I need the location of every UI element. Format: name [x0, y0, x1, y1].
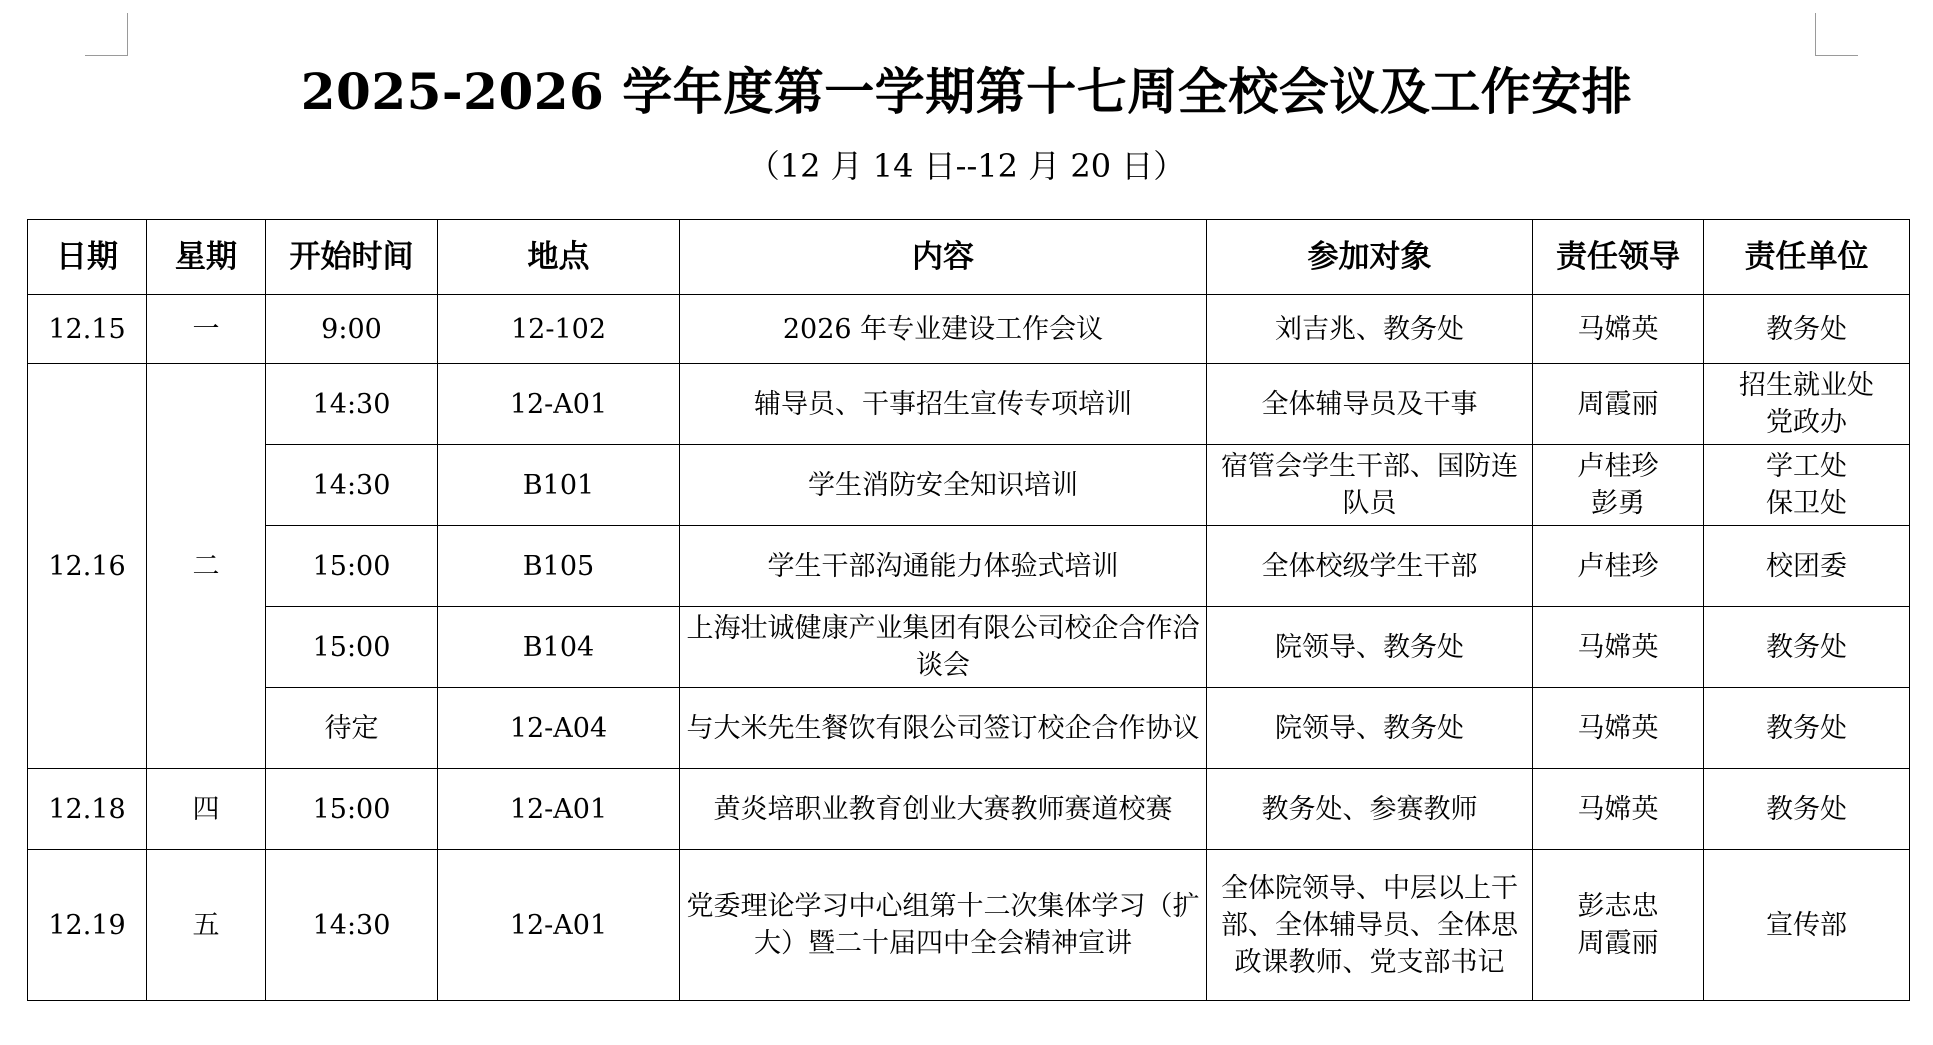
location-cell: B101	[438, 445, 680, 526]
weekday-cell: 二	[147, 364, 266, 769]
unit-cell: 学工处 保卫处	[1704, 445, 1910, 526]
date-cell: 12.19	[28, 850, 147, 1001]
time-cell: 15:00	[266, 769, 438, 850]
content-cell: 学生干部沟通能力体验式培训	[680, 526, 1207, 607]
unit-cell: 教务处	[1704, 607, 1910, 688]
unit-cell: 招生就业处 党政办	[1704, 364, 1910, 445]
table-row	[28, 445, 1910, 526]
leader-cell: 马嫦英	[1533, 688, 1704, 769]
document-date-range: （12 月 14 日--12 月 20 日）	[747, 147, 1186, 185]
date-cell: 12.16	[28, 364, 147, 769]
location-cell: 12-A01	[438, 850, 680, 1001]
weekday-cell: 五	[147, 850, 266, 1001]
time-cell: 14:30	[266, 850, 438, 1001]
location-cell: B104	[438, 607, 680, 688]
content-cell: 与大米先生餐饮有限公司签订校企合作协议	[680, 688, 1207, 769]
unit-cell: 教务处	[1704, 769, 1910, 850]
unit-cell: 教务处	[1704, 688, 1910, 769]
content-cell: 辅导员、干事招生宣传专项培训	[680, 364, 1207, 445]
table-row	[28, 850, 1910, 1001]
leader-cell: 彭志忠 周霞丽	[1533, 850, 1704, 1001]
header-unit: 责任单位	[1704, 220, 1910, 295]
table-row	[28, 364, 1910, 445]
leader-cell: 卢桂珍 彭勇	[1533, 445, 1704, 526]
content-cell: 上海壮诚健康产业集团有限公司校企合作洽谈会	[680, 607, 1207, 688]
time-cell: 15:00	[266, 526, 438, 607]
location-cell: 12-A01	[438, 769, 680, 850]
header-location: 地点	[438, 220, 680, 295]
header-content: 内容	[680, 220, 1207, 295]
unit-cell: 校团委	[1704, 526, 1910, 607]
attendees-cell: 教务处、参赛教师	[1207, 769, 1533, 850]
content-cell: 黄炎培职业教育创业大赛教师赛道校赛	[680, 769, 1207, 850]
attendees-cell: 院领导、教务处	[1207, 688, 1533, 769]
schedule-table	[27, 219, 1910, 1001]
attendees-cell: 全体辅导员及干事	[1207, 364, 1533, 445]
time-cell: 14:30	[266, 445, 438, 526]
attendees-cell: 刘吉兆、教务处	[1207, 295, 1533, 364]
leader-cell: 马嫦英	[1533, 607, 1704, 688]
page-corner-mark-top-left	[85, 13, 128, 56]
location-cell: 12-102	[438, 295, 680, 364]
table-row	[28, 607, 1910, 688]
document-title: 2025-2026 学年度第一学期第十七周全校会议及工作安排	[300, 62, 1633, 121]
table-row	[28, 526, 1910, 607]
leader-cell: 周霞丽	[1533, 364, 1704, 445]
weekday-cell: 四	[147, 769, 266, 850]
header-row	[28, 220, 1910, 295]
time-cell: 9:00	[266, 295, 438, 364]
table-row	[28, 688, 1910, 769]
leader-cell: 马嫦英	[1533, 295, 1704, 364]
unit-cell: 宣传部	[1704, 850, 1910, 1001]
header-start-time: 开始时间	[266, 220, 438, 295]
location-cell: B105	[438, 526, 680, 607]
content-cell: 学生消防安全知识培训	[680, 445, 1207, 526]
location-cell: 12-A04	[438, 688, 680, 769]
page-corner-mark-top-right	[1815, 13, 1858, 56]
attendees-cell: 全体校级学生干部	[1207, 526, 1533, 607]
location-cell: 12-A01	[438, 364, 680, 445]
attendees-cell: 全体院领导、中层以上干部、全体辅导员、全体思政课教师、党支部书记	[1207, 850, 1533, 1001]
header-date: 日期	[28, 220, 147, 295]
time-cell: 14:30	[266, 364, 438, 445]
header-leader: 责任领导	[1533, 220, 1704, 295]
unit-cell: 教务处	[1704, 295, 1910, 364]
table-row	[28, 295, 1910, 364]
content-cell: 2026 年专业建设工作会议	[680, 295, 1207, 364]
leader-cell: 卢桂珍	[1533, 526, 1704, 607]
date-cell: 12.18	[28, 769, 147, 850]
time-cell: 15:00	[266, 607, 438, 688]
attendees-cell: 院领导、教务处	[1207, 607, 1533, 688]
table-row	[28, 769, 1910, 850]
header-weekday: 星期	[147, 220, 266, 295]
date-cell: 12.15	[28, 295, 147, 364]
content-cell: 党委理论学习中心组第十二次集体学习（扩大）暨二十届四中全会精神宣讲	[680, 850, 1207, 1001]
weekday-cell: 一	[147, 295, 266, 364]
attendees-cell: 宿管会学生干部、国防连队员	[1207, 445, 1533, 526]
time-cell: 待定	[266, 688, 438, 769]
leader-cell: 马嫦英	[1533, 769, 1704, 850]
header-attendees: 参加对象	[1207, 220, 1533, 295]
